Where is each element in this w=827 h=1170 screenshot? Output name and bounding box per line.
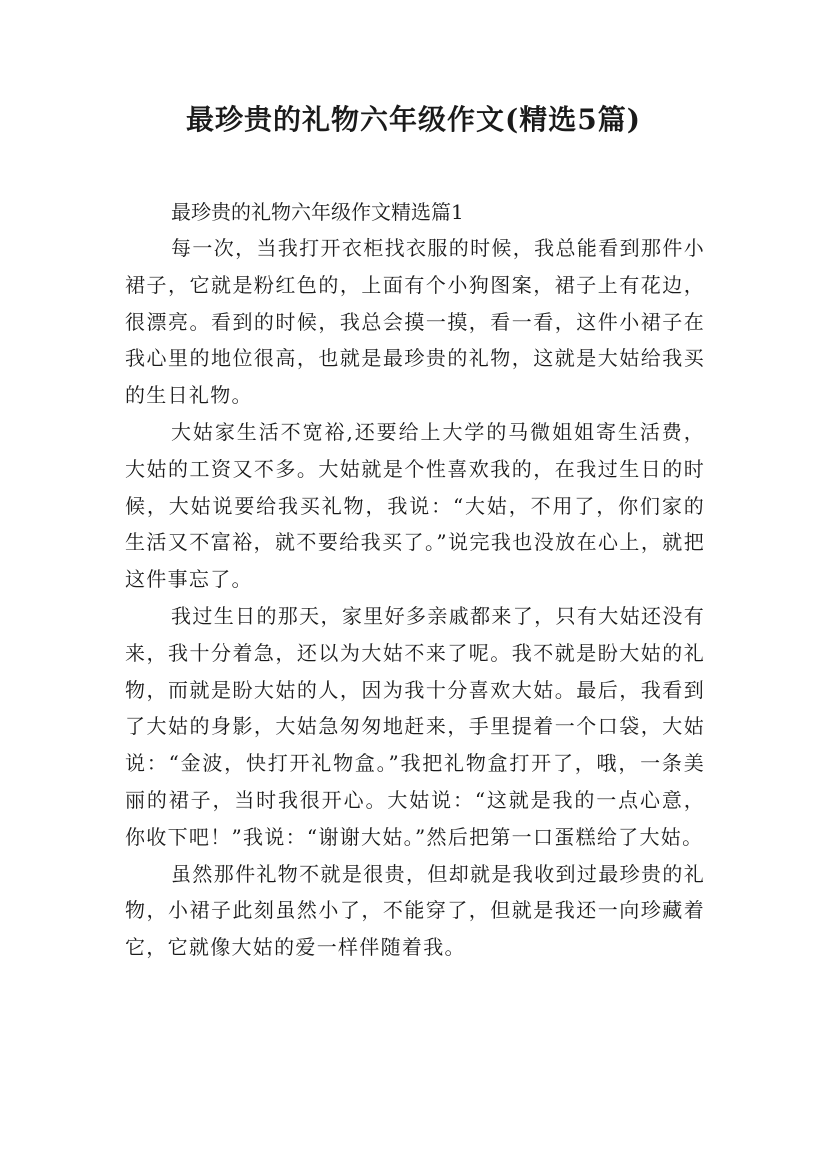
- paragraph-4: 虽然那件礼物不就是很贵，但却就是我收到过最珍贵的礼物，小裙子此刻虽然小了，不能穿了，但就是我还一向珍藏着它，它就像大姑的爱一样伴随着我。: [125, 861, 705, 960]
- section-heading: 最珍贵的礼物六年级作文精选篇1: [171, 200, 464, 224]
- paragraph-2: 大姑家生活不宽裕,还要给上大学的马微姐姐寄生活费，大姑的工资又不多。大姑就是个性喜欢我的，在我过生日的时候，大姑说要给我买礼物，我说：“大姑，不用了，你们家的生活又不富裕，就不要给我买了。”说完我也没放在心上，就把这件事忘了。: [125, 419, 705, 592]
- document-title: 最珍贵的礼物六年级作文(精选5篇): [186, 103, 641, 136]
- paragraph-1: 每一次，当我打开衣柜找衣服的时候，我总能看到那件小裙子，它就是粉红色的，上面有个小狗图案，裙子上有花边，很漂亮。看到的时候，我总会摸一摸，看一看，这件小裙子在我心里的地位很高，也就是最珍贵的礼物，这就是大姑给我买的生日礼物。: [125, 236, 705, 408]
- document-body: [125, 194, 705, 966]
- paragraph-3: 我过生日的那天，家里好多亲戚都来了，只有大姑还没有来，我十分着急，还以为大姑不来了呢。我不就是盼大姑的礼物，而就是盼大姑的人，因为我十分喜欢大姑。最后，我看到了大姑的身影，大姑急匆匆地赶来，手里提着一个口袋，大姑说：“金波，快打开礼物盒。”我把礼物盒打开了，哦，一条美丽的裙子，当时我很开心。大姑说：“这就是我的一点心意，你收下吧！”我说：“谢谢大姑。”然后把第一口蛋糕给了大姑。: [125, 603, 705, 849]
